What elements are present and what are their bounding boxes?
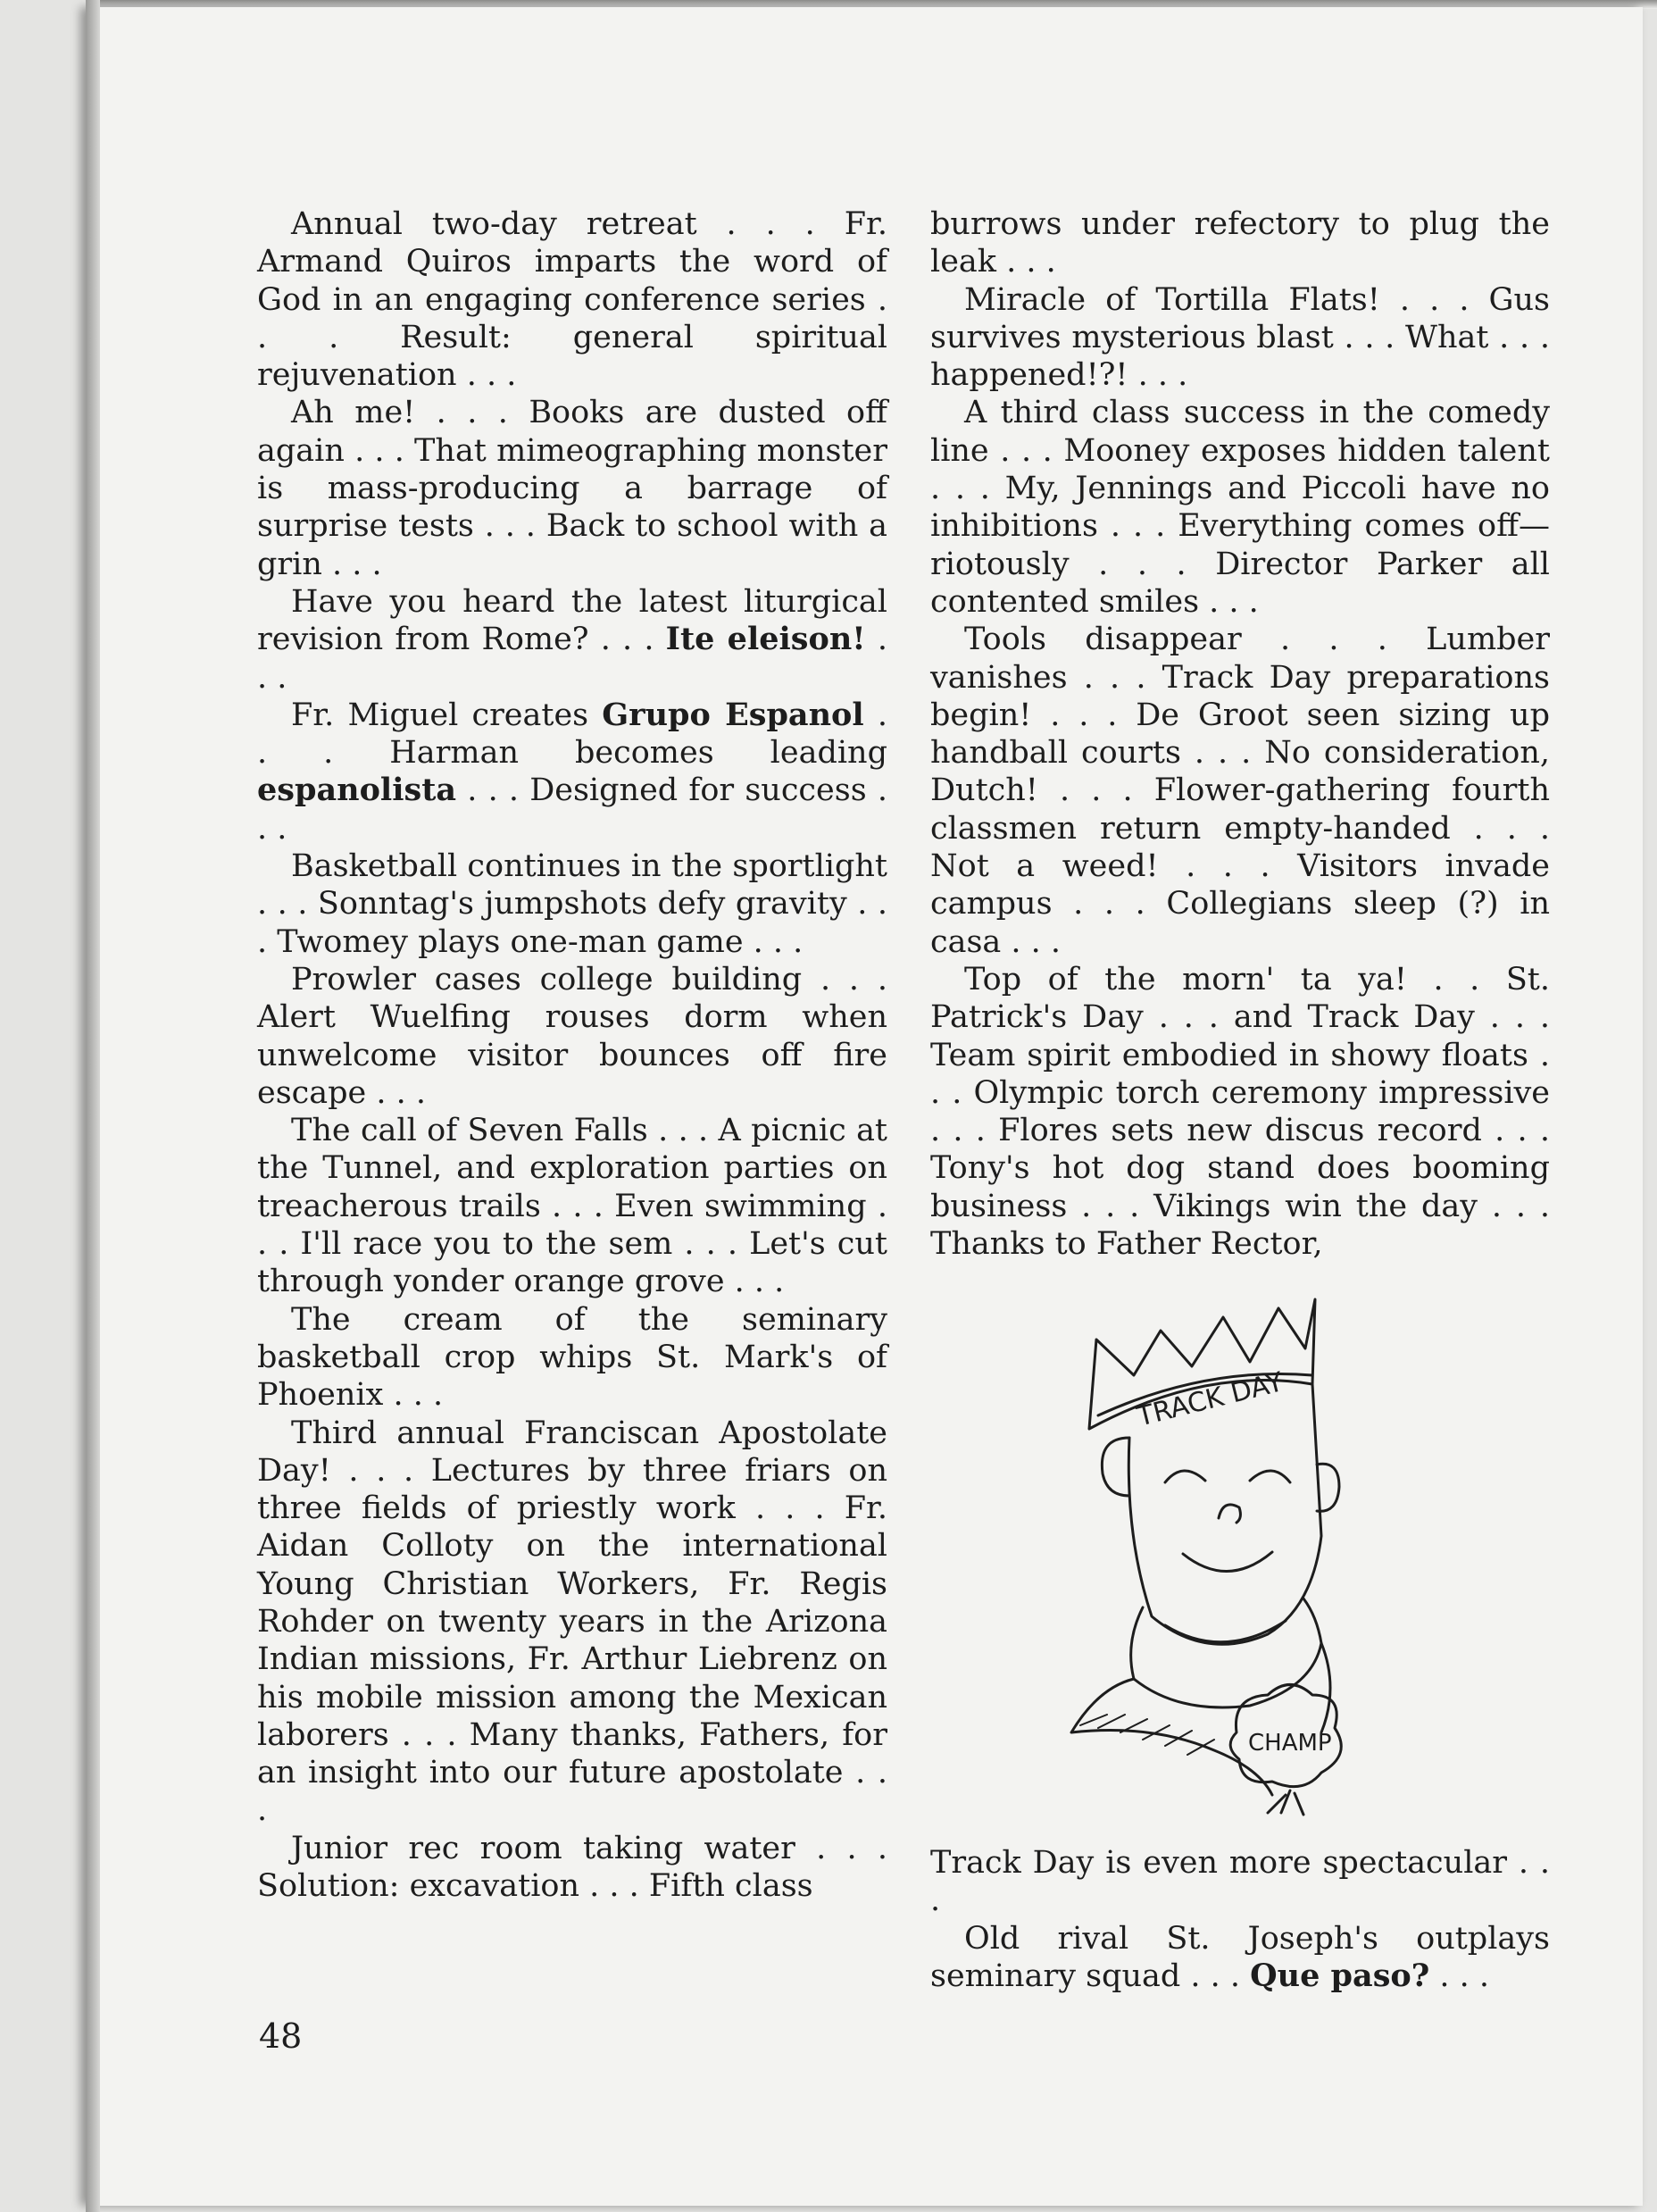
bold-text: Ite eleison!: [665, 621, 866, 658]
paragraph-basketball-crop: The cream of the seminary basketball crop whips St. Mark's of Phoenix . . .: [257, 1301, 887, 1414]
paragraph-grupo-espanol: [257, 697, 887, 847]
text: Fr. Miguel creates: [291, 697, 603, 733]
paragraph-rec-room: Junior rec room taking water . . . Solution: excavation . . . Fifth class: [257, 1830, 887, 1905]
cape-outline: [1071, 1679, 1272, 1795]
hood-inner: [1165, 1621, 1286, 1642]
text: . . .: [257, 622, 887, 696]
bold-text: espanolista: [257, 772, 457, 809]
text: Have you heard the latest liturgical revision from Rome? . . .: [257, 583, 887, 658]
champ-label: CHAMP: [1248, 1730, 1332, 1757]
paragraph-books: Ah me! . . . Books are dusted off again . . . That mimeographing monster is mass-producing a barrage of surprise tests . . . Back to school with a grin . . .: [257, 395, 887, 582]
cape-shading: [1080, 1715, 1214, 1755]
paragraph-retreat: Annual two-day retreat . . . Fr. Armand Quiros imparts the word of God in an engaging conference series . . . Result: general spiritual rejuvenation . . .: [257, 206, 887, 394]
crown-label: TRACK DAY: [1134, 1366, 1286, 1433]
nose: [1219, 1505, 1240, 1523]
left-column: [257, 205, 887, 1905]
right-column-lower: [930, 1844, 1550, 1995]
text: . . .: [1429, 1957, 1490, 1994]
bold-text: Grupo Espanol: [602, 696, 864, 733]
binding-edge: [86, 0, 100, 2212]
paragraph-continuation: burrows under refectory to plug the leak . . .: [930, 206, 1550, 280]
right-eye: [1250, 1471, 1290, 1482]
paragraph-track-prep: Tools disappear . . . Lumber vanishes . . . Track Day preparations begin! . . . De Groot seen sizing up handball courts . . . No consideration, Dutch! . . . Flower-gathering fourth classmen return empty-handed . . . Not a weed! . . . Visitors invade campus . . . Collegians sleep (?) in casa . . .: [930, 622, 1550, 960]
paragraph-tortilla-flats: Miracle of Tortilla Flats! . . . Gus survives mysterious blast . . . What . . . happened!?! . . .: [930, 281, 1550, 394]
right-column-upper: [930, 205, 1550, 1263]
champ-drawing: [1045, 1268, 1428, 1831]
paragraph-st-josephs: [930, 1920, 1550, 1996]
left-ear: [1102, 1438, 1129, 1496]
text: . . . Harman becomes leading: [257, 697, 887, 772]
page-number: 48: [259, 2016, 303, 2056]
cape-right: [1321, 1643, 1330, 1732]
left-eye: [1165, 1471, 1205, 1482]
paragraph-basketball: Basketball continues in the sportlight . . . Sonntag's jumpshots defy gravity . . . Twomey plays one-man game . . .: [257, 848, 887, 960]
paragraph-comedy: A third class success in the comedy line . . . Mooney exposes hidden talent . . . My, Jennings and Piccoli have no inhibitions . . . Everything comes off—riotously . . . Director Parker all contented smiles . . .: [930, 395, 1550, 620]
bold-text: Que paso?: [1250, 1957, 1430, 1994]
track-day-champ-illustration: [1045, 1268, 1428, 1831]
paragraph-st-patricks: Top of the morn' ta ya! . . St. Patrick's Day . . . and Track Day . . . Team spirit embodied in showy floats . . . Olympic torch ceremony impressive . . . Flores sets new discus record . . . Tony's hot dog stand does booming business . . . Vikings win the day . . . Thanks to Father Rector,: [930, 961, 1550, 1263]
paragraph-liturgical-revision: [257, 583, 887, 697]
paragraph-spectacular: Track Day is even more spectacular . . .: [930, 1845, 1550, 1919]
hood-outline: [1131, 1598, 1321, 1707]
smile: [1183, 1552, 1272, 1572]
paragraph-prowler: Prowler cases college building . . . Alert Wuelfing rouses dorm when unwelcome visitor bounces off fire escape . . .: [257, 961, 887, 1111]
text: . . . Designed for success . . .: [257, 772, 887, 847]
paragraph-seven-falls: The call of Seven Falls . . . A picnic at the Tunnel, and exploration parties on treacherous trails . . . Even swimming . . . I'll race you to the sem . . . Let's cut through yonder orange grove . . .: [257, 1113, 887, 1300]
paragraph-apostolate-day: Third annual Franciscan Apostolate Day! . . . Lectures by three friars on three fields of priestly work . . . Fr. Aidan Colloty on the international Young Christian Workers, Fr. Regis Rohder on twenty years in the Arizona Indian missions, Fr. Arthur Liebrenz on his mobile mission among the Mexican laborers . . . Many thanks, Fathers, for an insight into our future apostolate . . .: [257, 1415, 887, 1829]
text: Old rival St. Joseph's outplays seminary squad . . .: [930, 1920, 1550, 1994]
